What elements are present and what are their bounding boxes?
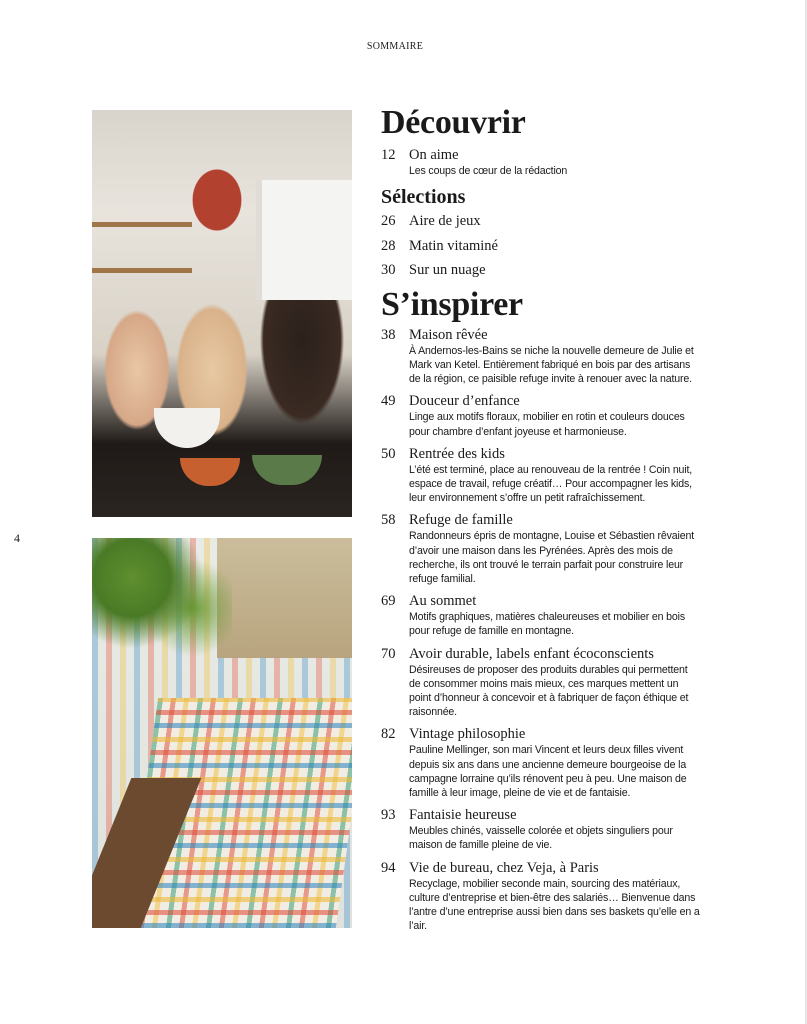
- entry-desc: Pauline Mellinger, son mari Vincent et leurs deux filles vivent depuis six ans dans une ancienne demeure bourgeoise de la campagne lorraine qu’ils rénovent peu à peu. Une maison de famille à leur image, pleine de vie et de fantaisie.: [409, 744, 687, 799]
- shelf: [92, 268, 192, 273]
- shelf: [92, 222, 192, 227]
- entry-title: Maison rêvée: [409, 326, 488, 343]
- entry-desc: Motifs graphiques, matières chaleureuses et mobilier en bois pour refuge de famille en montagne.: [409, 611, 685, 638]
- page-ref: 70: [381, 645, 396, 662]
- photo-garden-table: [92, 538, 352, 928]
- page-number: 4: [14, 531, 20, 545]
- entry-title: Vintage philosophie: [409, 726, 526, 743]
- page-ref: 93: [381, 807, 396, 824]
- toc-entry[interactable]: [381, 512, 701, 586]
- toc-entry[interactable]: [381, 446, 701, 506]
- entry-title: Douceur d’enfance: [409, 393, 520, 410]
- entry-title: On aime: [409, 147, 459, 163]
- entry-desc: Les coups de cœur de la rédaction: [409, 165, 568, 177]
- toc-entry[interactable]: [381, 726, 701, 800]
- toc-entry[interactable]: [381, 646, 701, 720]
- toc-entry[interactable]: [381, 327, 701, 387]
- cherry-bowl: [180, 458, 240, 486]
- entry-desc: Désireuses de proposer des produits durables qui permettent de consommer moins mais mieux, ces marques mettent un point d’honneur à concevoir et à fabriquer de façon éthique et raisonnée.: [409, 663, 689, 719]
- running-head: SOMMAIRE: [366, 41, 424, 52]
- entry-title: Au sommet: [409, 593, 477, 610]
- photo-kids-baking: [92, 110, 352, 517]
- toc-entry[interactable]: [381, 262, 701, 279]
- entry-desc: L’été est terminé, place au renouveau de la rentrée ! Coin nuit, espace de travail, refuge créatif… Pour accompagner les kids, leur environnement s’offre un petit rafraîchissement.: [409, 463, 693, 505]
- toc-entry[interactable]: [381, 213, 701, 230]
- entry-desc: Recyclage, mobilier seconde main, sourcing des matériaux, culture d’entreprise et bien-être des salariés… Bienvenue dans l’antre d’une entreprise aussi bien dans ses baskets qu’elle en a l’air.: [409, 877, 700, 933]
- page-ref: 69: [381, 593, 396, 610]
- entry-title: Aire de jeux: [409, 213, 481, 230]
- toc-entry[interactable]: [381, 393, 701, 438]
- toc-entry[interactable]: [381, 147, 701, 178]
- entry-title: Sur un nuage: [409, 262, 486, 279]
- toc-entry[interactable]: [381, 593, 701, 638]
- page-ref: 12: [381, 147, 396, 163]
- foliage: [92, 538, 232, 658]
- entry-desc: Linge aux motifs floraux, mobilier en rotin et couleurs douces pour chambre d’enfant joyeuse et harmonieuse.: [409, 411, 685, 438]
- entry-title: Vie de bureau, chez Veja, à Paris: [409, 859, 599, 876]
- entry-desc: Randonneurs épris de montagne, Louise et Sébastien rêvaient d’avoir une maison dans les Pyrénées. Après des mois de recherche, ils ont trouvé le terrain parfait pour construire leur refuge familial.: [409, 530, 695, 585]
- entry-title: Fantaisie heureuse: [409, 807, 517, 824]
- page-ref: 49: [381, 393, 396, 410]
- toc-entry[interactable]: [381, 238, 701, 255]
- page-ref: 26: [381, 213, 396, 230]
- entry-title: Rentrée des kids: [409, 445, 505, 462]
- stone-wall: [217, 538, 352, 658]
- fruit-bowl: [252, 455, 322, 485]
- toc-entry[interactable]: [381, 807, 701, 852]
- page-ref: 28: [381, 237, 396, 254]
- entry-desc: À Andernos-les-Bains se niche la nouvelle demeure de Julie et Mark van Ketel. Entièrement fabriqué en bois par des artisans de la région, ce paisible refuge invite à renouer avec la nature.: [409, 344, 694, 386]
- entry-title: Matin vitaminé: [409, 237, 498, 254]
- mixing-bowl: [154, 408, 220, 448]
- page-ref: 50: [381, 445, 396, 462]
- window: [256, 180, 352, 300]
- section-heading-sinspirer: S’inspirer: [381, 285, 523, 323]
- page-ref: 82: [381, 726, 396, 743]
- entry-title: Refuge de famille: [409, 512, 513, 529]
- toc-entry[interactable]: [381, 860, 701, 934]
- table-of-contents: [381, 103, 701, 940]
- page-ref: 38: [381, 326, 396, 343]
- section-heading-decouvrir: Découvrir: [381, 104, 526, 141]
- entry-desc: Meubles chinés, vaisselle colorée et objets singuliers pour maison de famille pleine de vie.: [409, 825, 673, 852]
- page-ref: 94: [381, 859, 396, 876]
- entry-title: Avoir durable, labels enfant écoconscients: [409, 645, 654, 662]
- section-heading-selections: Sélections: [381, 186, 466, 209]
- page-ref: 58: [381, 512, 396, 529]
- page-ref: 30: [381, 262, 396, 279]
